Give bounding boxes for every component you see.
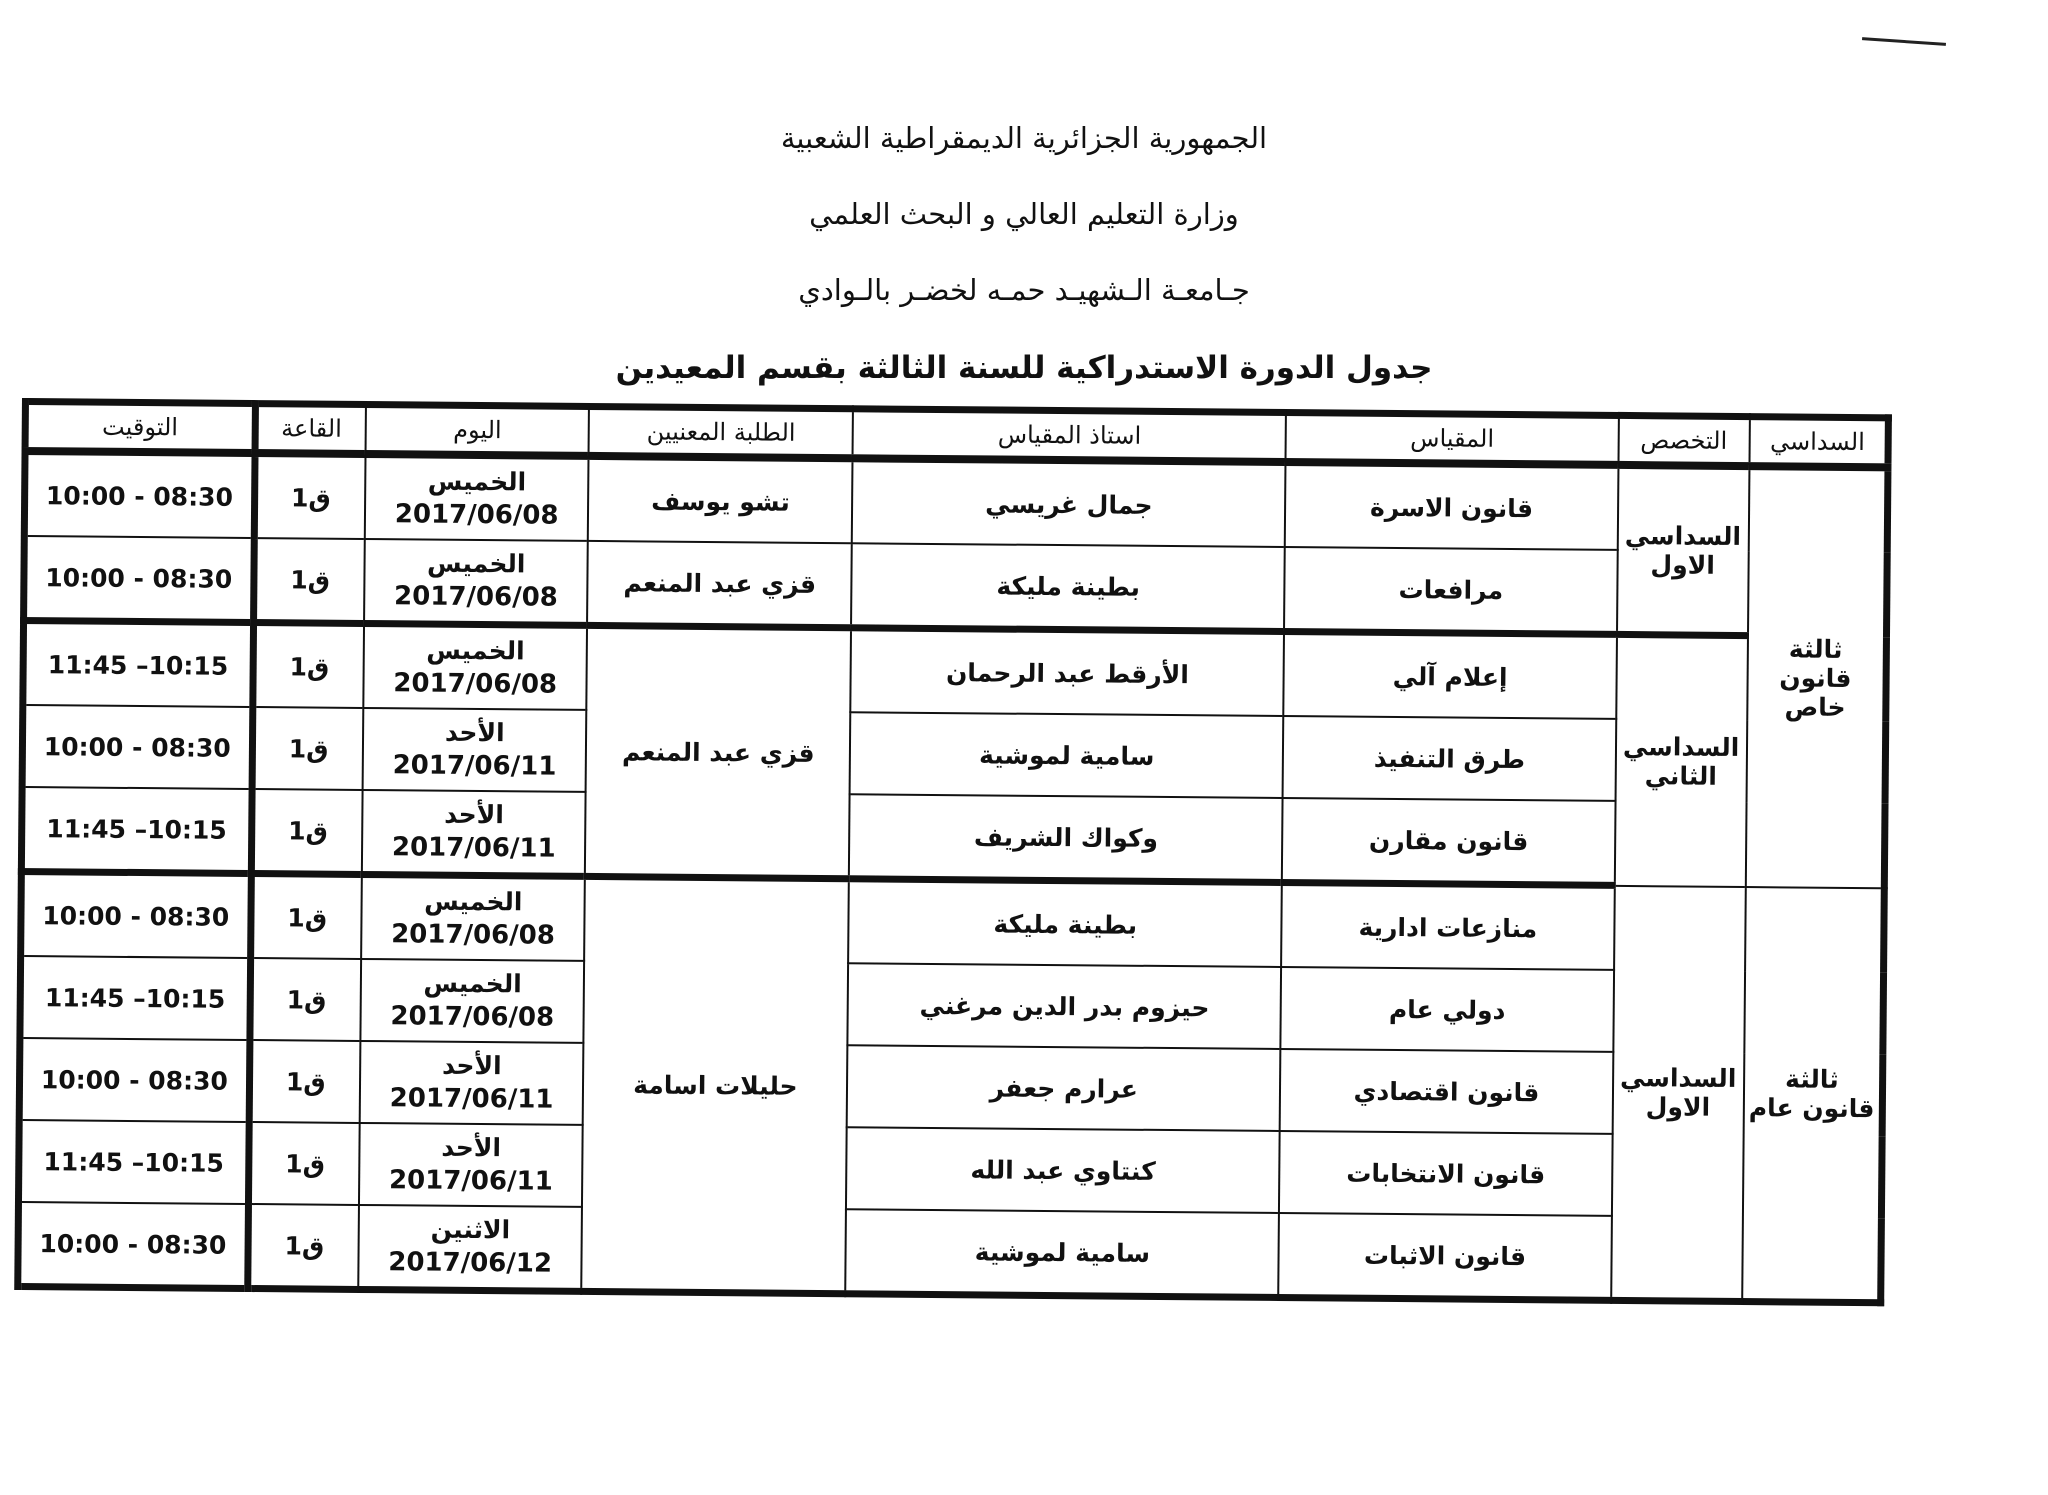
professor-cell: حيزوم بدر الدين مرغني — [848, 963, 1282, 1049]
professor-cell: الأرقط عبد الرحمان — [851, 628, 1285, 716]
time-cell: 10:00 - 08:30 — [21, 872, 251, 959]
time-cell: 11:45 –10:15 — [18, 1120, 248, 1204]
time-cell: 10:00 - 08:30 — [24, 451, 254, 538]
corner-pen-mark — [1862, 37, 1946, 46]
hall-cell: ق1 — [250, 958, 361, 1041]
university-name: جـامعـة الـشهيـد حمـه لخضـر بالـوادي — [798, 273, 1250, 307]
time-cell: 11:45 –10:15 — [23, 621, 253, 708]
professor-cell: سامية لموشية — [846, 1209, 1280, 1297]
time-cell: 10:00 - 08:30 — [19, 1038, 249, 1122]
subject-cell: قانون الاثبات — [1279, 1213, 1612, 1300]
hall-cell: ق1 — [251, 789, 362, 874]
day-name: الأحد — [444, 799, 505, 830]
table-row — [21, 872, 1885, 973]
day-date: 2017/06/11 — [389, 1083, 554, 1115]
professor-cell: بطينة مليكة — [848, 879, 1282, 967]
day-date: 2017/06/08 — [394, 499, 559, 531]
header-hall: القاعة — [255, 404, 366, 454]
day-date: 2017/06/08 — [393, 581, 558, 613]
day-name: الخميس — [423, 968, 522, 999]
subject-cell: قانون الاسرة — [1285, 462, 1618, 550]
day-name: الأحد — [441, 1050, 502, 1081]
day-name: الأحد — [444, 717, 505, 748]
hall-cell: ق1 — [247, 1204, 358, 1289]
header-day: اليوم — [365, 405, 589, 456]
professor-cell: بطينة مليكة — [851, 543, 1285, 631]
day-date: 2017/06/08 — [390, 1001, 555, 1033]
header-semester: التخصص — [1618, 415, 1749, 466]
day-date: 2017/06/08 — [391, 919, 556, 951]
day-cell — [365, 454, 589, 541]
subject-cell: قانون الانتخابات — [1279, 1131, 1612, 1216]
day-cell — [360, 1041, 584, 1125]
day-name: الأحد — [441, 1132, 502, 1163]
students-cell: قزي عبد المنعم — [588, 541, 853, 628]
subject-cell: طرق التنفيذ — [1283, 716, 1616, 801]
students-cell: حليلات اسامة — [582, 876, 849, 1293]
header-students: الطلبة المعنيين — [589, 406, 853, 458]
header-year: السداسي — [1749, 417, 1888, 468]
subject-cell: إعلام آلي — [1284, 632, 1617, 719]
day-cell — [364, 539, 588, 625]
time-cell: 10:00 - 08:30 — [18, 1202, 248, 1289]
day-cell — [358, 1205, 582, 1291]
day-cell — [363, 708, 587, 792]
students-cell: تشو يوسف — [588, 456, 853, 543]
day-name: الخميس — [426, 635, 525, 666]
table-row — [23, 621, 1887, 722]
time-cell: 10:00 - 08:30 — [22, 705, 252, 789]
semester-cell: السداسي الاول — [1611, 885, 1746, 1301]
day-cell — [363, 623, 587, 709]
professor-cell: وكواك الشريف — [849, 794, 1283, 882]
day-cell — [361, 874, 585, 960]
subject-cell: قانون اقتصادي — [1280, 1049, 1613, 1134]
header-time: التوقيت — [25, 402, 255, 454]
day-name: الاثنين — [430, 1214, 511, 1245]
subject-cell: مرافعات — [1284, 547, 1617, 634]
day-name: الخميس — [424, 886, 523, 917]
time-cell: 11:45 –10:15 — [21, 787, 251, 874]
time-cell: 10:00 - 08:30 — [24, 536, 254, 623]
day-date: 2017/06/08 — [393, 668, 558, 700]
republic-name: الجمهورية الجزائرية الديمقراطية الشعبية — [780, 121, 1268, 155]
students-cell: قزي عبد المنعم — [585, 625, 851, 878]
hall-cell: ق1 — [250, 874, 361, 959]
year-cell: ثالثة قانون عام — [1742, 887, 1885, 1303]
table-row — [24, 451, 1888, 552]
document-header — [0, 100, 2048, 408]
day-date: 2017/06/11 — [391, 832, 556, 864]
hall-cell: ق1 — [252, 623, 363, 708]
table-row — [18, 1202, 1882, 1303]
professor-cell: عرارم جعفر — [847, 1045, 1281, 1131]
subject-cell: منازعات ادارية — [1281, 883, 1614, 970]
time-cell: 11:45 –10:15 — [20, 956, 250, 1040]
day-date: 2017/06/11 — [388, 1165, 553, 1197]
subject-cell: دولي عام — [1281, 967, 1614, 1052]
day-name: الخميس — [427, 466, 527, 497]
hall-cell: ق1 — [249, 1040, 360, 1123]
header-subject: المقياس — [1286, 413, 1619, 465]
professor-cell: سامية لموشية — [850, 712, 1284, 798]
table-row — [21, 787, 1885, 888]
schedule-table — [14, 398, 1892, 1306]
hall-cell: ق1 — [253, 538, 364, 623]
subject-cell: قانون مقارن — [1282, 798, 1615, 885]
professor-cell: جمال غريسي — [852, 458, 1286, 547]
ministry-name: وزارة التعليم العالي و البحث العلمي — [809, 197, 1239, 231]
day-date: 2017/06/12 — [388, 1247, 553, 1279]
day-cell — [360, 959, 584, 1043]
day-date: 2017/06/11 — [392, 750, 557, 782]
schedule-title: جدول الدورة الاستدراكية للسنة الثالثة بقسم المعيدين — [615, 350, 1433, 386]
professor-cell: كنتاوي عبد الله — [846, 1127, 1280, 1213]
day-cell — [362, 790, 586, 876]
year-cell: ثالثة قانون خاص — [1745, 466, 1888, 888]
semester-cell: السداسي الاول — [1617, 465, 1749, 636]
hall-cell: ق1 — [252, 707, 363, 790]
day-cell — [359, 1123, 583, 1207]
header-professor: استاذ المقياس — [853, 409, 1286, 462]
hall-cell: ق1 — [248, 1122, 359, 1205]
hall-cell: ق1 — [254, 453, 366, 539]
semester-cell: السداسي الثاني — [1614, 634, 1747, 886]
day-name: الخميس — [426, 548, 526, 579]
schedule-table-wrapper — [14, 398, 1892, 1306]
table-row — [24, 536, 1888, 637]
